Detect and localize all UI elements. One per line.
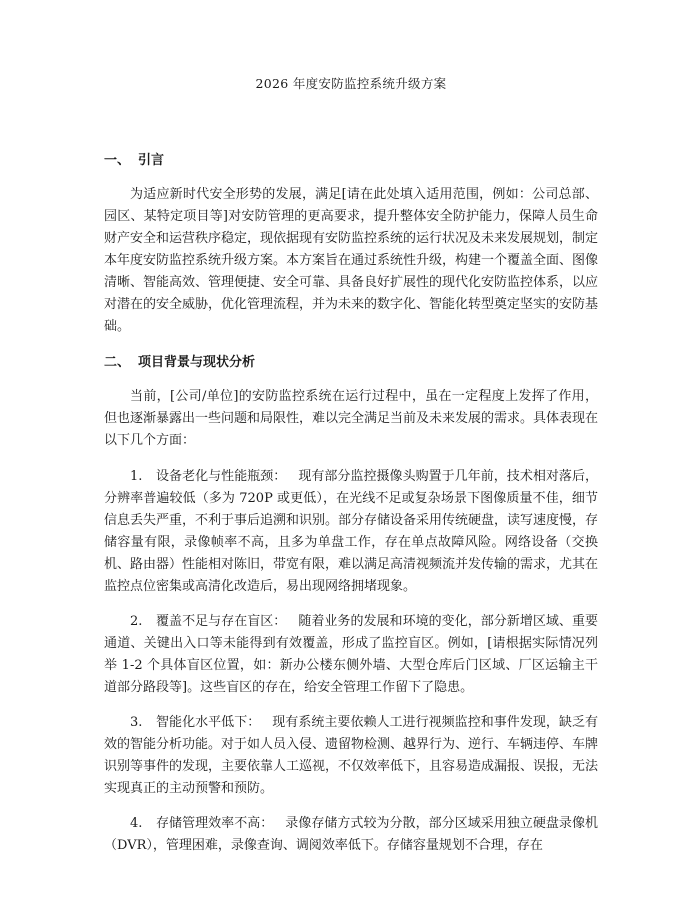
list-item bbox=[104, 611, 598, 699]
section-title: 项目背景与现状分析 bbox=[138, 355, 256, 370]
list-item-text: 现有部分监控摄像头购置于几年前，技术相对落后，分辨率普遍较低（多为 720P 或更低），在光线不足或复杂场景下图像质量不佳，细节信息丢失严重，不利于事后追溯和识别。部分存储设备采用传统硬盘，读写速度慢，存储容量有限，录像帧率不高，且多为单盘工作，存在单点故障风险。网络设备（交换机、路由器）性能相对陈旧，带宽有限，难以满足高清视频流并发传输的需求，尤其在监控点位密集或高清化改造后，易出现网络拥堵现象。 bbox=[104, 469, 599, 594]
list-item-number: 4. bbox=[130, 816, 143, 831]
paragraph: 为适应新时代安全形势的发展，满足[请在此处填入适用范围，例如：公司总部、园区、某特定项目等]对安防管理的更高要求，提升整体安全防护能力，保障人员生命财产安全和运营秩序稳定，现依据现有安防监控系统的运行状况及未来发展规划，制定本年度安防监控系统升级方案。本方案旨在通过系统性升级，构建一个覆盖全面、图像清晰、智能高效、管理便捷、安全可靠、具备良好扩展性的现代化安防监控体系，以应对潜在的安全威胁，优化管理流程，并为未来的数字化、智能化转型奠定坚实的安防基础。 bbox=[104, 187, 599, 334]
list-item bbox=[104, 466, 598, 598]
section-heading bbox=[104, 149, 598, 168]
list-item-number: 3. bbox=[130, 715, 143, 730]
section-background-analysis bbox=[104, 351, 598, 857]
section-number: 二、 bbox=[104, 355, 131, 370]
list-item-text: 现有系统主要依赖人工进行视频监控和事件发现，缺乏有效的智能分析功能。对于如人员入侵、遗留物检测、越界行为、逆行、车辆违停、车牌识别等事件的发现，主要依靠人工巡视，不仅效率低下，且容易造成漏报、误报，无法实现真正的主动预警和预防。 bbox=[104, 715, 599, 796]
list-item-text: 随着业务的发展和环境的变化，部分新增区域、重要通道、关键出入口等未能得到有效覆盖，形成了监控盲区。例如，[请根据实际情况列举 1-2 个具体盲区位置，如：新办公楼东侧外墙、大型仓库后门区域、厂区运输主干道部分路段等]。这些盲区的存在，给安全管理工作留下了隐患。 bbox=[104, 614, 598, 695]
list-item-title: 智能化水平低下： bbox=[156, 715, 261, 730]
list-item-number: 1. bbox=[130, 469, 143, 484]
list-item bbox=[104, 712, 598, 800]
list-item-number: 2. bbox=[130, 614, 143, 629]
paragraph: 当前，[公司/单位]的安防监控系统在运行过程中，虽在一定程度上发挥了作用，但也逐渐暴露出一些问题和局限性，难以完全满足当前及未来发展的需求。具体表现在以下几个方面： bbox=[104, 389, 599, 448]
section-title: 引言 bbox=[138, 153, 165, 168]
list-item-title: 存储管理效率不高： bbox=[156, 816, 274, 831]
document-page bbox=[104, 74, 598, 870]
document-title: 2026 年度安防监控系统升级方案 bbox=[255, 76, 447, 91]
list-item-title: 覆盖不足与存在盲区： bbox=[156, 614, 287, 629]
list-item-text: 录像存储方式较为分散，部分区域采用独立硬盘录像机（DVR），管理困难，录像查询、调阅效率低下。存储容量规划不合理，存在 bbox=[104, 816, 598, 853]
section-heading bbox=[104, 351, 598, 370]
list-item bbox=[104, 813, 598, 857]
list-item-title: 设备老化与性能瓶颈： bbox=[156, 469, 287, 484]
section-introduction bbox=[104, 149, 598, 338]
section-number: 一、 bbox=[104, 153, 131, 168]
